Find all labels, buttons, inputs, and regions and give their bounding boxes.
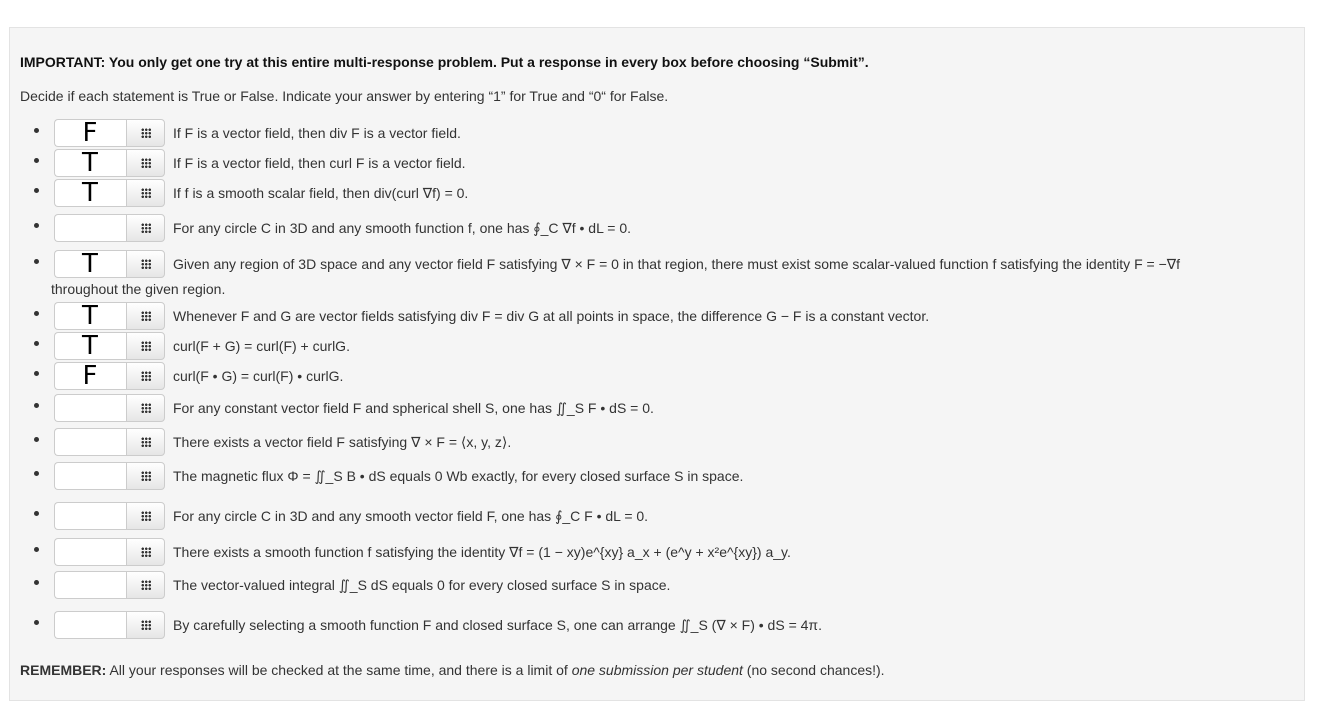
statement-text: The magnetic flux Φ = ∬_S B • dS equals 0 Wb exactly, for every closed surface S in space. <box>173 468 744 484</box>
statement-row <box>10 462 1300 490</box>
grid-icon <box>141 158 151 168</box>
statement-row <box>10 214 1300 242</box>
handwritten-mark: F <box>82 361 98 391</box>
grid-icon <box>141 580 151 590</box>
answer-input[interactable] <box>54 332 126 360</box>
grid-icon <box>141 471 151 481</box>
grid-icon <box>141 128 151 138</box>
bullet <box>34 158 39 163</box>
grid-icon <box>141 311 151 321</box>
statement-row <box>10 394 1300 422</box>
answer-input[interactable] <box>54 302 126 330</box>
important-notice: IMPORTANT: You only get one try at this entire multi-response problem. Put a response in every box before choosing “Submit”. <box>20 54 869 70</box>
bullet <box>34 259 39 264</box>
bullet <box>34 341 39 346</box>
answer-input[interactable] <box>54 571 126 599</box>
statement-text: For any circle C in 3D and any smooth vector field F, one has ∮_C F • dL = 0. <box>173 508 649 524</box>
statement-row <box>10 502 1300 530</box>
answer-input[interactable] <box>54 119 126 147</box>
equation-editor-button[interactable] <box>126 362 165 390</box>
statement-row <box>10 571 1300 599</box>
statement-row <box>10 428 1300 456</box>
handwritten-mark: T <box>82 249 98 279</box>
equation-editor-button[interactable] <box>126 538 165 566</box>
statement-row <box>10 362 1300 390</box>
equation-editor-button[interactable] <box>126 428 165 456</box>
equation-editor-button[interactable] <box>126 149 165 177</box>
statement-row <box>10 302 1300 330</box>
bullet <box>34 371 39 376</box>
grid-icon <box>141 259 151 269</box>
statement-text: Whenever F and G are vector fields satisfying div F = div G at all points in space, the difference G − F is a constant vector. <box>173 308 930 324</box>
bullet <box>34 403 39 408</box>
handwritten-mark: T <box>82 178 98 208</box>
grid-icon <box>141 620 151 630</box>
statement-row <box>10 149 1300 177</box>
statement-row <box>10 332 1300 360</box>
equation-editor-button[interactable] <box>126 502 165 530</box>
bullet <box>34 547 39 552</box>
statement-text: The vector-valued integral ∬_S dS equals 0 for every closed surface S in space. <box>173 577 671 593</box>
statement-row <box>10 179 1300 207</box>
bullet <box>34 580 39 585</box>
bullet <box>34 620 39 625</box>
statement-text: There exists a vector field F satisfying ∇ × F = ⟨x, y, z⟩. <box>173 434 512 450</box>
handwritten-mark: T <box>82 301 98 331</box>
answer-input[interactable] <box>54 428 126 456</box>
grid-icon <box>141 547 151 557</box>
statement-text: By carefully selecting a smooth function F and closed surface S, one can arrange ∬_S (∇ × F) • dS = 4π. <box>173 617 822 633</box>
bullet <box>34 511 39 516</box>
grid-icon <box>141 437 151 447</box>
grid-icon <box>141 223 151 233</box>
handwritten-mark: F <box>82 118 98 148</box>
equation-editor-button[interactable] <box>126 214 165 242</box>
statement-text: For any circle C in 3D and any smooth function f, one has ∮_C ∇f • dL = 0. <box>173 220 631 236</box>
grid-icon <box>141 403 151 413</box>
answer-input[interactable] <box>54 502 126 530</box>
equation-editor-button[interactable] <box>126 332 165 360</box>
statement-row <box>10 119 1300 147</box>
bullet <box>34 188 39 193</box>
answer-input[interactable] <box>54 462 126 490</box>
equation-editor-button[interactable] <box>126 179 165 207</box>
handwritten-mark: T <box>82 148 98 178</box>
problem-panel <box>9 27 1305 701</box>
answer-input[interactable] <box>54 611 126 639</box>
statement-text: If F is a vector field, then curl F is a vector field. <box>173 155 466 171</box>
equation-editor-button[interactable] <box>126 119 165 147</box>
statement-text: curl(F • G) = curl(F) • curlG. <box>173 368 344 384</box>
grid-icon <box>141 371 151 381</box>
statement-text: There exists a smooth function f satisfying the identity ∇f = (1 − xy)e^{xy} a_x + (e^y + x²e^{xy}) a_y. <box>173 544 791 560</box>
statement-row <box>10 611 1300 639</box>
remember-note <box>20 662 885 678</box>
statement-row <box>10 538 1300 566</box>
equation-editor-button[interactable] <box>126 302 165 330</box>
answer-input[interactable] <box>54 214 126 242</box>
statement-text: Given any region of 3D space and any vector field F satisfying ∇ × F = 0 in that region, there must exist some scalar-valued function f satisfying the identity F = −∇f <box>173 256 1181 272</box>
statement-text: If f is a smooth scalar field, then div(curl ∇f) = 0. <box>173 185 469 201</box>
equation-editor-button[interactable] <box>126 611 165 639</box>
answer-input[interactable] <box>54 149 126 177</box>
remember-text-end: (no second chances!). <box>742 662 885 678</box>
equation-editor-button[interactable] <box>126 250 165 278</box>
answer-input[interactable] <box>54 538 126 566</box>
bullet <box>34 311 39 316</box>
grid-icon <box>141 341 151 351</box>
answer-input[interactable] <box>54 179 126 207</box>
statement-continuation: throughout the given region. <box>51 281 226 297</box>
bullet <box>34 128 39 133</box>
answer-input[interactable] <box>54 362 126 390</box>
handwritten-mark: T <box>82 331 98 361</box>
answer-input[interactable] <box>54 250 126 278</box>
remember-emphasis: one submission per student <box>571 662 743 678</box>
equation-editor-button[interactable] <box>126 571 165 599</box>
bullet <box>34 437 39 442</box>
instructions: Decide if each statement is True or False. Indicate your answer by entering “1” for True and “0“ for False. <box>20 88 669 104</box>
answer-input[interactable] <box>54 394 126 422</box>
equation-editor-button[interactable] <box>126 394 165 422</box>
grid-icon <box>141 511 151 521</box>
statement-text: If F is a vector field, then div F is a vector field. <box>173 125 461 141</box>
grid-icon <box>141 188 151 198</box>
bullet <box>34 223 39 228</box>
statement-text: curl(F + G) = curl(F) + curlG. <box>173 338 350 354</box>
equation-editor-button[interactable] <box>126 462 165 490</box>
bullet <box>34 471 39 476</box>
statement-row <box>10 250 1300 278</box>
statement-text: For any constant vector field F and spherical shell S, one has ∬_S F • dS = 0. <box>173 400 654 416</box>
remember-label: REMEMBER: <box>20 662 107 678</box>
remember-text: All your responses will be checked at the same time, and there is a limit of <box>106 662 572 678</box>
